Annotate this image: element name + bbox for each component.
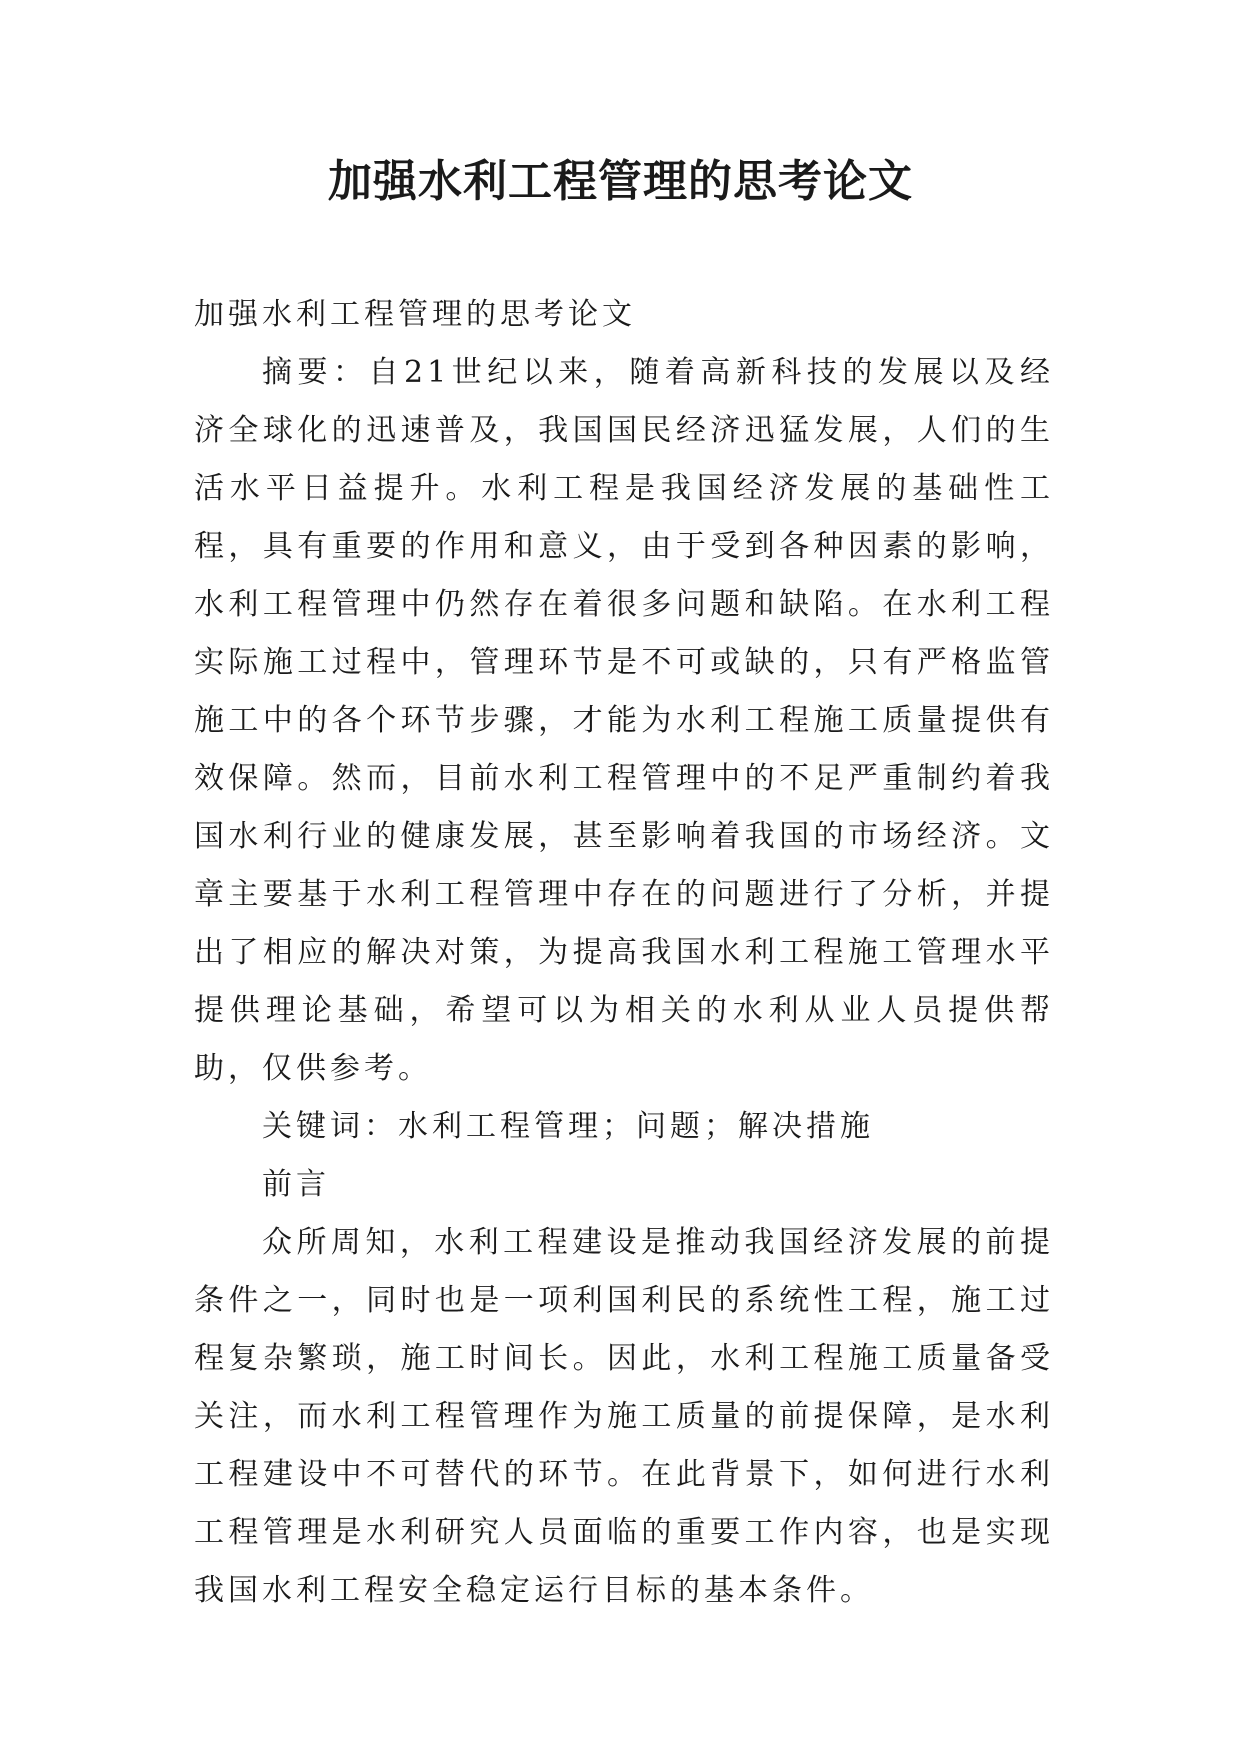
document-body bbox=[194, 286, 1054, 1620]
subtitle-line: 加强水利工程管理的思考论文 bbox=[194, 297, 636, 332]
abstract-paragraph: 摘要：自21世纪以来，随着高新科技的发展以及经济全球化的迅速普及，我国国民经济迅猛发展，人们的生活水平日益提升。水利工程是我国经济发展的基础性工程，具有重要的作用和意义，由于受到各种因素的影响，水利工程管理中仍然存在着很多问题和缺陷。在水利工程实际施工过程中，管理环节是不可或缺的，只有严格监管施工中的各个环节步骤，才能为水利工程施工质量提供有效保障。然而，目前水利工程管理中的不足严重制约着我国水利行业的健康发展，甚至影响着我国的市场经济。文章主要基于水利工程管理中存在的问题进行了分析，并提出了相应的解决对策，为提高我国水利工程施工管理水平提供理论基础，希望可以为相关的水利从业人员提供帮助，仅供参考。 bbox=[194, 355, 1054, 1086]
keywords-line: 关键词：水利工程管理；问题；解决措施 bbox=[262, 1109, 874, 1144]
preface-paragraph: 众所周知，水利工程建设是推动我国经济发展的前提条件之一，同时也是一项利国利民的系统性工程，施工过程复杂繁琐，施工时间长。因此，水利工程施工质量备受关注，而水利工程管理作为施工质量的前提保障，是水利工程建设中不可替代的环节。在此背景下，如何进行水利工程管理是水利研究人员面临的重要工作内容，也是实现我国水利工程安全稳定运行目标的基本条件。 bbox=[194, 1225, 1054, 1608]
document-title: 加强水利工程管理的思考论文 bbox=[328, 156, 913, 207]
preface-heading: 前言 bbox=[262, 1167, 330, 1202]
